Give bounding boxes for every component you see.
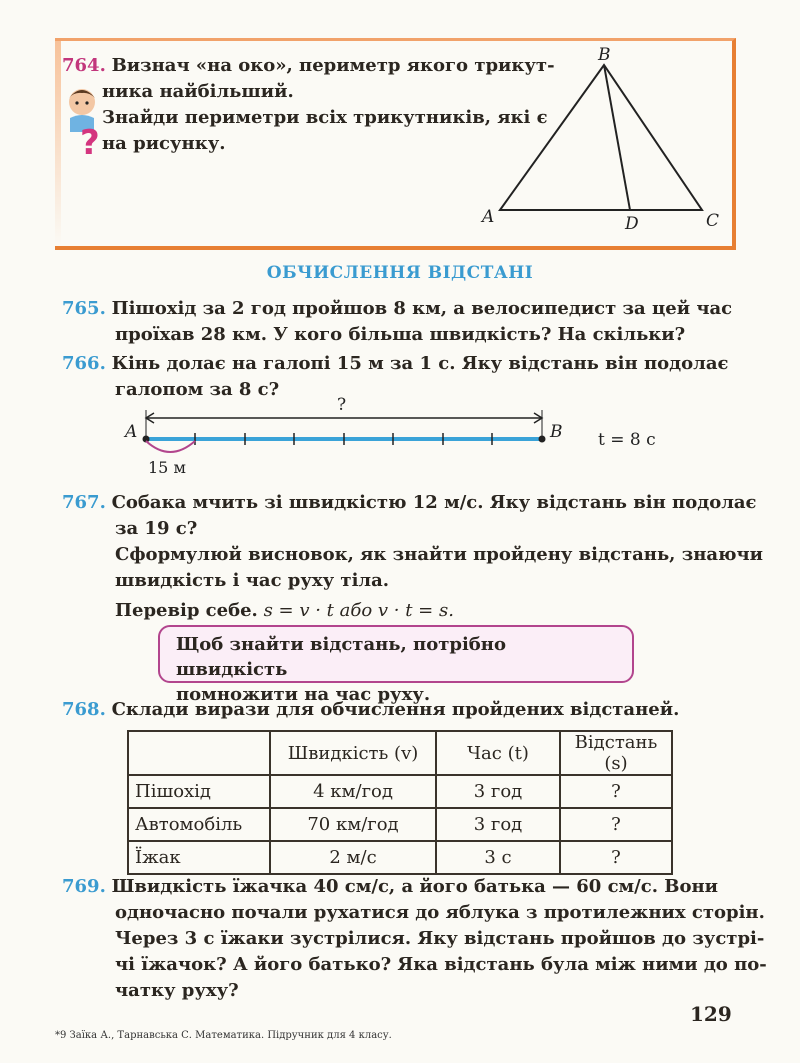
exercise-768-number: 768. [62,699,106,720]
segment-label: 15 м [148,458,186,477]
footnote: *9 Заїка А., Тарнавська С. Математика. Підручник для 4 класу. [55,1030,392,1041]
exercise-768-text: 768. Склади вирази для обчислення пройдених відстаней. [62,699,680,720]
exercise-765-text: 765. Пішохід за 2 год пройшов 8 км, а велосипедист за цей час проїхав 28 км. У кого більша швидкість? На скільки? [62,298,733,345]
exercise-766-number: 766. [62,353,106,374]
table-row: Автомобіль 70 км/год 3 год ? [128,808,672,841]
exercise-764-text: 764. Визнач «на око», периметр якого трикут- ника найбільший. Знайди периметри всіх трикутників, які є на рисунку. [62,55,555,154]
exercise-767-number: 767. [62,492,106,513]
point-a-label: A [125,422,138,442]
triangle-diagram [470,40,730,235]
exercise-769-number: 769. [62,876,106,897]
speed-table [127,730,673,875]
check-formula: s = v · t або v · t = s. [263,600,454,621]
table-header-row: Швидкість (v) Час (t) Відстань (s) [128,731,672,775]
section-title: ОБЧИСЛЕННЯ ВІДСТАНІ [266,263,534,283]
check-label: Перевір себе. [115,600,258,621]
page-number: 129 [690,1002,732,1026]
exercise-769-text: 769. Швидкість їжачка 40 см/с, а його батька — 60 см/с. Вони одночасно почали рухатися до яблука з протилежних сторін. Через 3 с їжаки зустрілися. Яку відстань пройшов до зустрі- чі їжачок? А його батько? Яка відстань була між ними до по- чатку руху? [62,876,767,1001]
table-row: Пішохід 4 км/год 3 год ? [128,775,672,808]
exercise-765-number: 765. [62,298,106,319]
exercise-767-text: 767. Собака мчить зі швидкістю 12 м/с. Яку відстань він подолає за 19 с? Сформулюй висновок, як знайти пройдену відстань, знаючи швидкість і час руху тіла. Перевір себе. s = v · t або v · t = s. [62,492,764,621]
point-b-label: B [550,422,563,442]
svg-text:?: ? [80,123,100,156]
table-row: Їжак 2 м/с 3 с ? [128,841,672,874]
rule-box: Щоб знайти відстань, потрібно швидкість помножити на час руху. [158,625,634,683]
exercise-764-number: 764. [62,55,106,76]
vertex-a-label: A [482,207,495,227]
distance-diagram [110,390,690,480]
vertex-c-label: C [706,211,720,231]
vertex-d-label: D [625,214,639,234]
distance-question: ? [337,395,347,415]
time-label: t = 8 с [598,430,656,450]
thinking-boy-icon [62,84,104,156]
exercise-766-text: 766. Кінь долає на галопі 15 м за 1 с. Яку відстань він подолає галопом за 8 с? [62,353,729,400]
vertex-b-label: B [598,45,611,65]
box-left-fade [55,41,61,246]
